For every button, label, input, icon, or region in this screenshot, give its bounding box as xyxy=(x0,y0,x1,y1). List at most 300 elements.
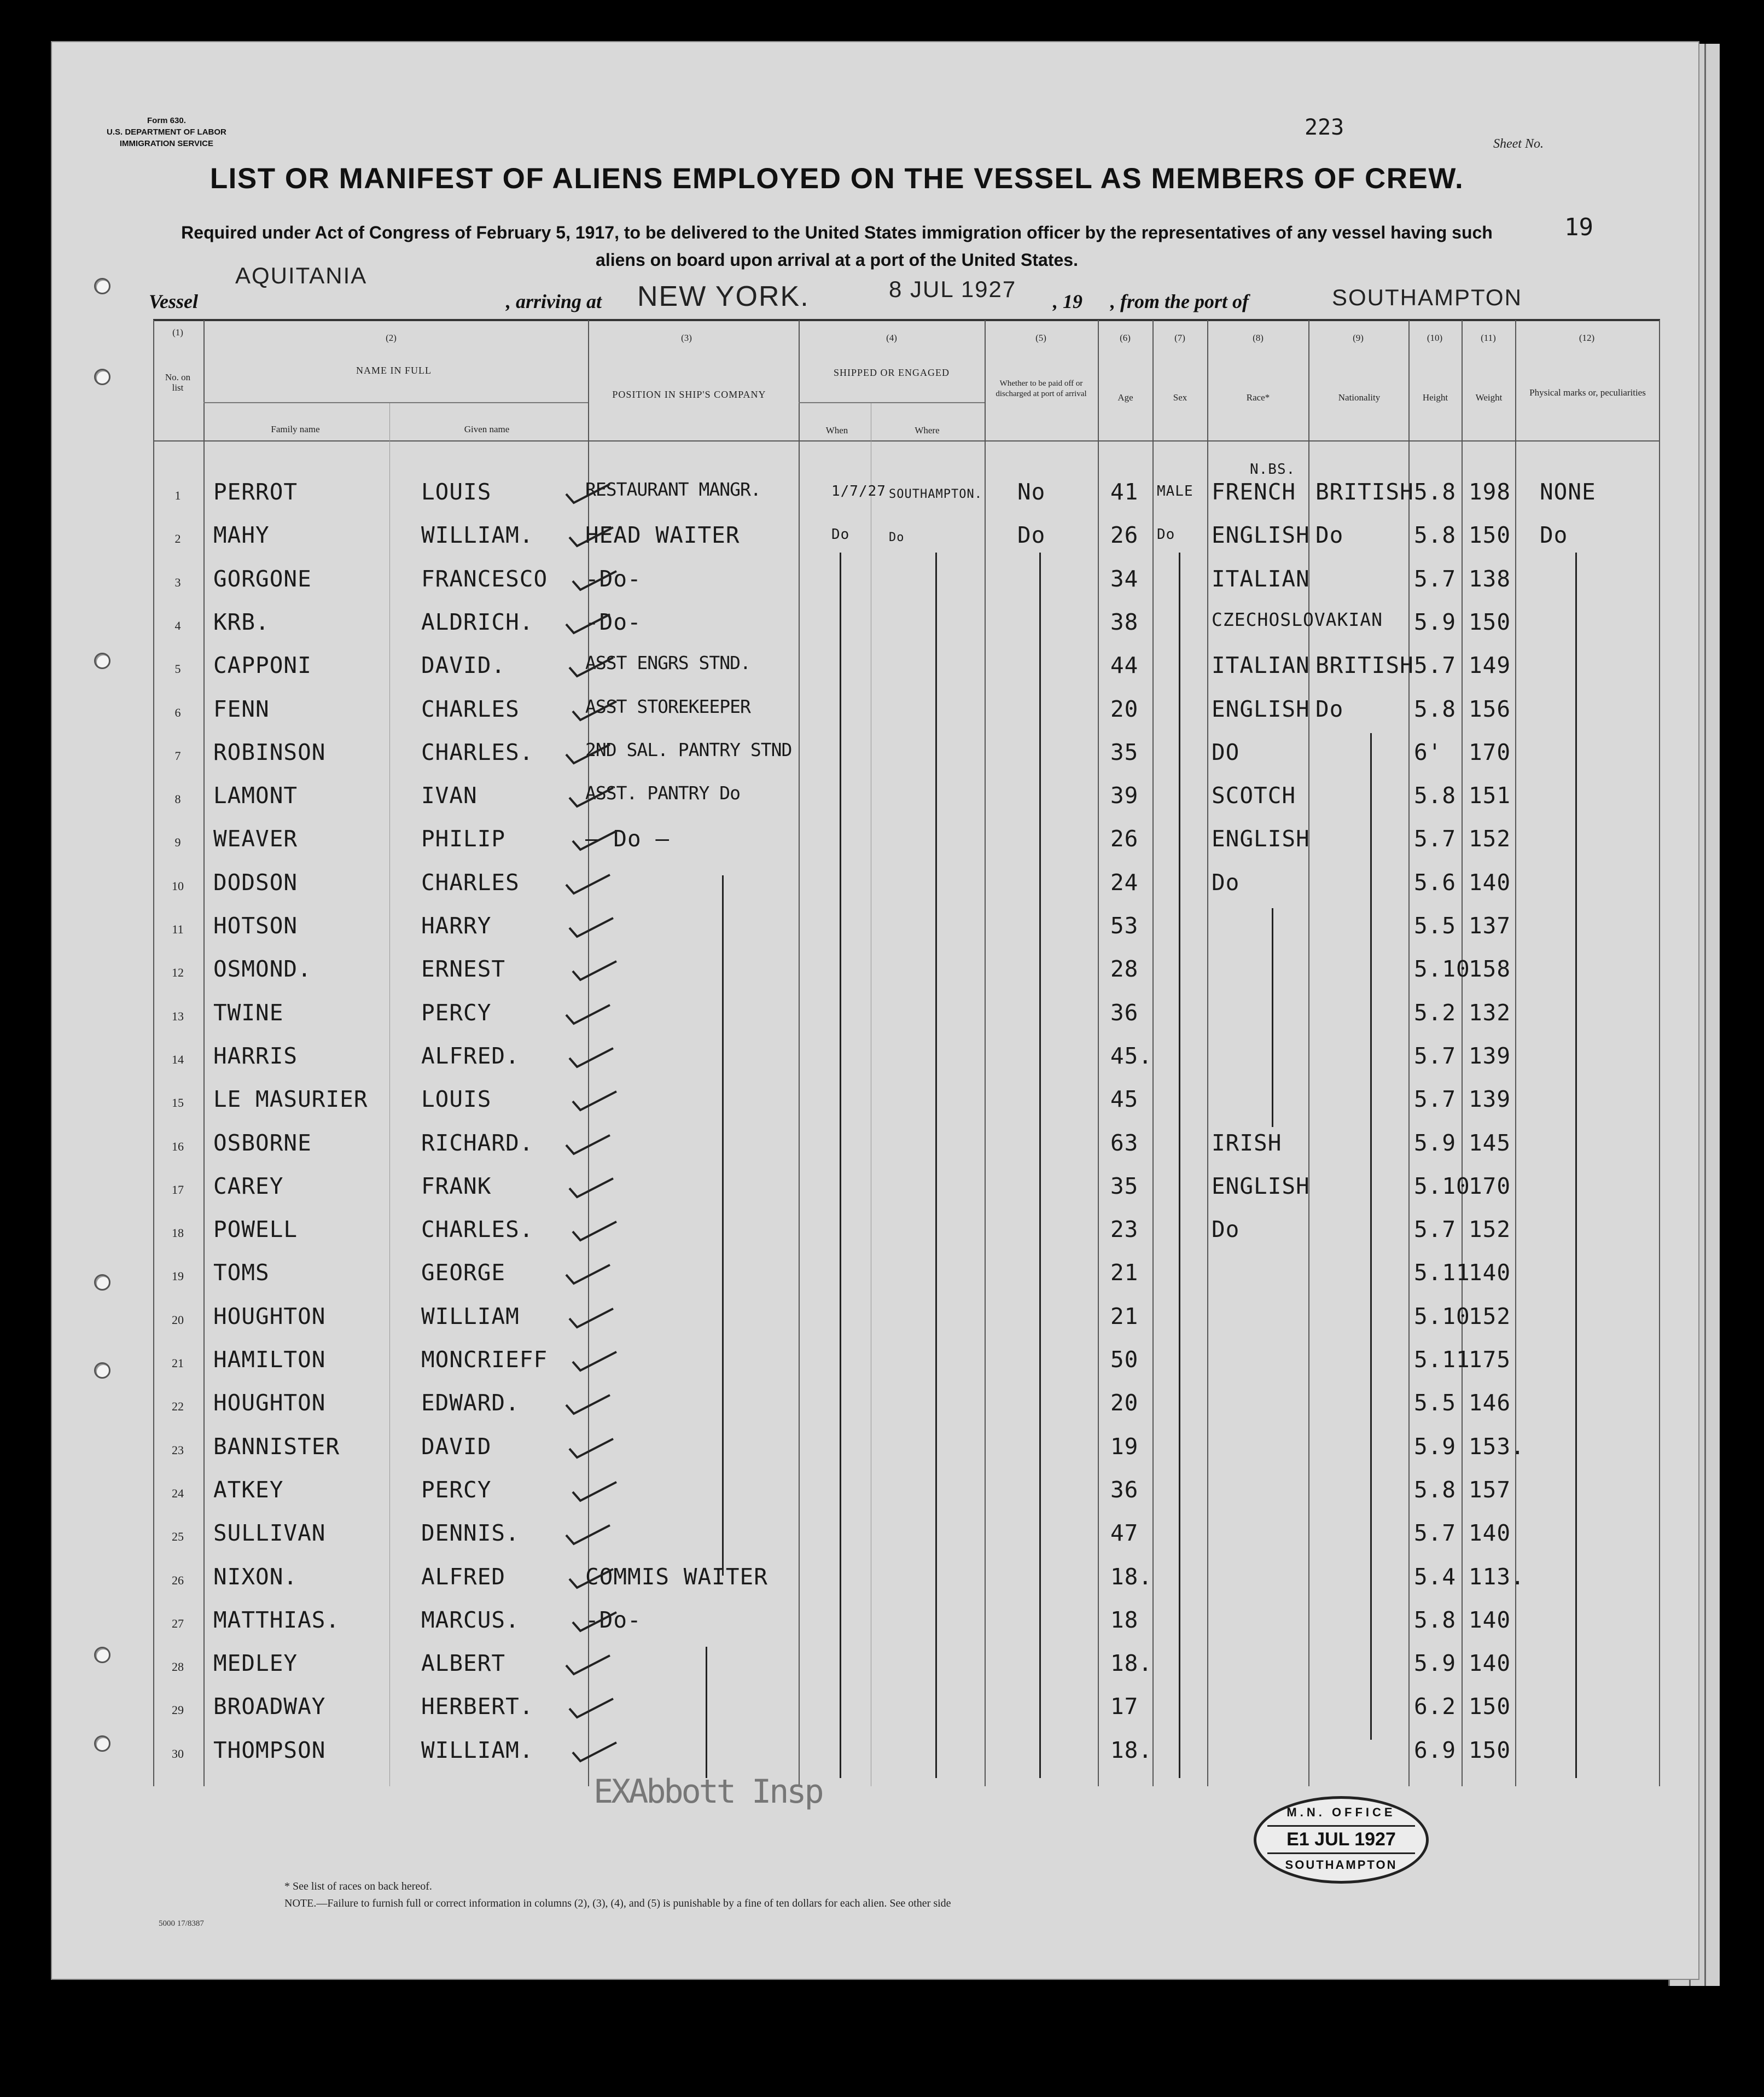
row-number: 27 xyxy=(172,1616,184,1630)
check-mark-icon xyxy=(573,831,598,844)
punch-hole xyxy=(94,1735,110,1752)
table-cell-race: ENGLISH xyxy=(1212,1172,1310,1199)
table-cell-height: 5.10 xyxy=(1414,1303,1470,1329)
sheet-number: 223 xyxy=(1305,115,1344,140)
table-cell-where: SOUTHAMPTON. xyxy=(889,487,982,501)
table-cell-family-name: FENN xyxy=(213,695,270,722)
table-cell-when: Do xyxy=(831,526,850,543)
col-number-3: (3) xyxy=(681,333,692,343)
table-cell-family-name: PERROT xyxy=(213,479,298,505)
table-cell-weight: 138 xyxy=(1469,565,1511,592)
check-mark-icon xyxy=(566,1005,591,1018)
table-cell-age: 36 xyxy=(1110,1476,1139,1503)
row-number: 24 xyxy=(172,1486,184,1500)
table-cell-height: 5.10 xyxy=(1414,956,1470,983)
table-cell-race: SCOTCH xyxy=(1212,782,1296,809)
inspector-signature: EXAbbott Insp xyxy=(593,1773,822,1811)
ditto-line xyxy=(706,1647,707,1778)
table-cell-weight: 152 xyxy=(1469,1303,1511,1329)
table-cell-age: 20 xyxy=(1110,695,1139,722)
table-cell-family-name: BROADWAY xyxy=(213,1693,326,1720)
table-cell-height: 5.10 xyxy=(1414,1172,1470,1199)
col-number-11: (11) xyxy=(1481,333,1496,343)
table-cell-age: 26 xyxy=(1110,522,1139,549)
table-cell-family-name: BANNISTER xyxy=(213,1433,340,1460)
table-cell-given-name: ERNEST xyxy=(421,956,506,983)
stamp-date: E1 JUL 1927 xyxy=(1267,1825,1415,1854)
table-cell-weight: 132 xyxy=(1469,999,1511,1026)
col-number-6: (6) xyxy=(1120,333,1131,343)
table-cell-nationality: Do xyxy=(1315,695,1344,722)
check-mark-icon xyxy=(566,875,591,888)
table-cell-weight: 156 xyxy=(1469,695,1511,722)
header-weight: Weight xyxy=(1475,392,1503,403)
table-cell-weight: 151 xyxy=(1469,782,1511,809)
table-cell-position: 2ND SAL. PANTRY STND xyxy=(585,739,792,760)
check-mark-icon xyxy=(566,1525,591,1538)
column-rule xyxy=(1207,320,1208,1786)
table-cell-weight: 150 xyxy=(1469,608,1511,635)
table-cell-family-name: MAHY xyxy=(213,522,270,549)
table-cell-height: 5.8 xyxy=(1414,1606,1457,1633)
check-mark-icon xyxy=(573,961,598,974)
table-cell-family-name: TWINE xyxy=(213,999,284,1026)
from-label: , from the port of xyxy=(1110,291,1249,312)
table-cell-given-name: DAVID. xyxy=(421,652,506,679)
table-cell-height: 5.9 xyxy=(1414,1129,1457,1156)
header-age: Age xyxy=(1117,392,1133,403)
table-cell-family-name: HOUGHTON xyxy=(213,1303,326,1329)
col-number-8: (8) xyxy=(1253,333,1264,343)
row-number: 28 xyxy=(172,1660,184,1674)
row-number: 25 xyxy=(172,1530,184,1544)
table-cell-family-name: HOUGHTON xyxy=(213,1390,326,1416)
row-number: 3 xyxy=(174,575,181,589)
table-cell-family-name: NIXON. xyxy=(213,1563,298,1590)
row-number: 22 xyxy=(172,1399,184,1414)
table-cell-given-name: ALFRED. xyxy=(421,1042,520,1069)
table-cell-height: 6' xyxy=(1414,739,1442,765)
row-number: 5 xyxy=(174,662,181,676)
check-mark-icon xyxy=(569,1699,595,1712)
table-cell-race: CZECHOSLOVAKIAN xyxy=(1212,608,1383,630)
department: U.S. DEPARTMENT OF LABOR xyxy=(107,127,226,137)
row-number: 4 xyxy=(174,618,181,632)
table-cell-race: DO xyxy=(1212,739,1240,765)
row-number: 8 xyxy=(174,792,181,806)
table-cell-weight: 140 xyxy=(1469,1259,1511,1286)
table-cell-position: RESTAURANT MANGR. xyxy=(585,479,761,500)
row-number: 18 xyxy=(172,1226,184,1240)
table-cell-family-name: OSMOND. xyxy=(213,956,312,983)
column-rule xyxy=(153,320,154,1786)
col-number-4: (4) xyxy=(886,333,897,343)
check-mark-icon xyxy=(566,1135,591,1148)
header-divider xyxy=(153,440,1660,442)
row-number: 2 xyxy=(174,532,181,546)
header-no-on-list: No. on list xyxy=(165,372,191,393)
check-mark-icon xyxy=(566,1655,591,1669)
table-cell-age: 18 xyxy=(1110,1606,1139,1633)
header-nationality: Nationality xyxy=(1338,392,1381,403)
table-cell-height: 5.8 xyxy=(1414,479,1457,505)
footnotes xyxy=(284,1878,951,1912)
ditto-line xyxy=(722,875,724,1576)
table-cell-given-name: HARRY xyxy=(421,913,492,939)
punch-hole xyxy=(94,653,110,669)
row-number: 21 xyxy=(172,1356,184,1370)
office-stamp xyxy=(1254,1796,1429,1884)
header-when: When xyxy=(825,425,848,435)
check-mark-icon xyxy=(573,571,598,584)
table-cell-height: 5.11 xyxy=(1414,1259,1470,1286)
table-cell-position: ASST STOREKEEPER xyxy=(585,695,750,717)
punch-hole xyxy=(94,1362,110,1379)
sub-header-rule xyxy=(203,402,588,403)
table-cell-age: 63 xyxy=(1110,1129,1139,1156)
table-cell-age: 35 xyxy=(1110,1172,1139,1199)
arrival-date: 8 JUL 1927 xyxy=(889,276,1017,302)
row-number: 9 xyxy=(174,835,181,850)
table-cell-age: 18. xyxy=(1110,1736,1153,1763)
check-mark-icon xyxy=(569,658,595,671)
table-cell-height: 5.8 xyxy=(1414,1476,1457,1503)
row-number: 6 xyxy=(174,705,181,719)
col-number-2: (2) xyxy=(386,333,397,343)
header-family-name: Family name xyxy=(271,424,320,434)
table-cell-family-name: POWELL xyxy=(213,1216,298,1243)
column-rule xyxy=(1152,320,1154,1786)
table-cell-given-name: RICHARD. xyxy=(421,1129,534,1156)
table-cell-weight: 150 xyxy=(1469,1736,1511,1763)
check-mark-icon xyxy=(569,1178,595,1192)
row-number: 1 xyxy=(174,489,181,502)
table-cell-race: ITALIAN xyxy=(1212,565,1310,592)
table-cell-family-name: ROBINSON xyxy=(213,739,326,765)
punch-hole xyxy=(94,1274,110,1291)
table-cell-position: HEAD WAITER xyxy=(585,522,740,549)
table-cell-family-name: CAREY xyxy=(213,1172,284,1199)
footnote-races: * See list of races on back hereof. xyxy=(284,1880,432,1892)
column-rule xyxy=(799,320,800,1786)
table-cell-weight: 146 xyxy=(1469,1390,1511,1416)
header-race: Race* xyxy=(1246,392,1270,403)
header-height: Height xyxy=(1422,392,1448,403)
table-cell-family-name: CAPPONI xyxy=(213,652,312,679)
column-rule xyxy=(203,320,205,1786)
table-cell-given-name: IVAN xyxy=(421,782,478,809)
row-number: 20 xyxy=(172,1312,184,1327)
table-cell-age: 50 xyxy=(1110,1346,1139,1373)
table-cell-height: 5.2 xyxy=(1414,999,1457,1026)
header-where: Where xyxy=(915,425,940,435)
row-number: 14 xyxy=(172,1052,184,1066)
check-mark-icon xyxy=(573,1222,598,1235)
col-number-9: (9) xyxy=(1353,333,1364,343)
table-cell-age: 35 xyxy=(1110,739,1139,765)
form-number: Form 630. xyxy=(147,116,186,125)
table-cell-family-name: MATTHIAS. xyxy=(213,1606,340,1633)
table-cell-height: 5.7 xyxy=(1414,1520,1457,1547)
check-mark-icon xyxy=(566,1265,591,1278)
column-rule xyxy=(985,320,986,1786)
table-cell-family-name: OSBORNE xyxy=(213,1129,312,1156)
column-rule xyxy=(1462,320,1463,1786)
arriving-label: , arriving at xyxy=(506,291,602,312)
table-cell-height: 5.9 xyxy=(1414,1433,1457,1460)
check-mark-icon xyxy=(566,745,591,758)
col-number-10: (10) xyxy=(1427,333,1443,343)
table-cell-height: 6.2 xyxy=(1414,1693,1457,1720)
row-number: 23 xyxy=(172,1443,184,1457)
punch-hole xyxy=(94,1647,110,1663)
table-cell-weight: 140 xyxy=(1469,1606,1511,1633)
footnote-penalty: NOTE.—Failure to furnish full or correct information in columns (2), (3), (4), and (5) is punishable by a fine of ten dollars for each alien. See other side xyxy=(284,1897,951,1909)
row-number: 30 xyxy=(172,1746,184,1761)
table-cell-nationality: Do xyxy=(1315,522,1344,549)
header-sex: Sex xyxy=(1173,392,1187,403)
table-cell-given-name: CHARLES xyxy=(421,695,520,722)
col-number-1: (1) xyxy=(172,327,183,338)
subtitle-line-2: aliens on board upon arrival at a port of the United States. xyxy=(596,250,1078,270)
table-cell-given-name: DAVID xyxy=(421,1433,492,1460)
table-cell-given-name: CHARLES xyxy=(421,869,520,896)
table-cell-given-name: WILLIAM. xyxy=(421,1736,534,1763)
table-cell-age: 21 xyxy=(1110,1303,1139,1329)
table-cell-given-name: ALDRICH. xyxy=(421,608,534,635)
column-rule xyxy=(1659,320,1660,1786)
header-physical-marks: Physical marks or, peculiarities xyxy=(1529,387,1646,398)
table-cell-physical-marks: Do xyxy=(1540,522,1568,549)
table-cell-weight: 152 xyxy=(1469,826,1511,852)
table-cell-race: Do xyxy=(1212,869,1240,896)
table-cell-age: 47 xyxy=(1110,1520,1139,1547)
check-mark-icon xyxy=(569,788,595,801)
table-cell-weight: 113. xyxy=(1469,1563,1525,1590)
table-cell-given-name: FRANCESCO xyxy=(421,565,548,592)
table-cell-height: 5.7 xyxy=(1414,1216,1457,1243)
table-cell-height: 5.8 xyxy=(1414,782,1457,809)
table-cell-age: 28 xyxy=(1110,956,1139,983)
table-cell-weight: 152 xyxy=(1469,1216,1511,1243)
table-cell-weight: 198 xyxy=(1469,479,1511,505)
table-cell-paid-off: Do xyxy=(1017,522,1046,549)
form-info xyxy=(107,115,226,149)
table-cell-race: ENGLISH xyxy=(1212,826,1310,852)
table-cell-weight: 150 xyxy=(1469,1693,1511,1720)
check-mark-icon xyxy=(573,1482,598,1495)
table-cell-age: 23 xyxy=(1110,1216,1139,1243)
row-number: 11 xyxy=(172,922,184,936)
check-mark-icon xyxy=(569,918,595,931)
ditto-line xyxy=(1039,553,1041,1778)
table-cell-age: 20 xyxy=(1110,1390,1139,1416)
row-number: 13 xyxy=(172,1009,184,1023)
check-mark-icon xyxy=(566,614,591,628)
check-mark-icon xyxy=(573,1742,598,1756)
table-cell-age: 45 xyxy=(1110,1086,1139,1113)
table-cell-age: 21 xyxy=(1110,1259,1139,1286)
header-name-in-full: NAME IN FULL xyxy=(356,365,432,376)
table-cell-height: 5.4 xyxy=(1414,1563,1457,1590)
table-cell-family-name: KRB. xyxy=(213,608,270,635)
table-cell-weight: 140 xyxy=(1469,1520,1511,1547)
table-cell-weight: 153. xyxy=(1469,1433,1525,1460)
col-number-7: (7) xyxy=(1174,333,1185,343)
table-cell-given-name: CHARLES. xyxy=(421,739,534,765)
table-cell-family-name: WEAVER xyxy=(213,826,298,852)
header-given-name: Given name xyxy=(464,424,510,434)
table-cell-height: 5.5 xyxy=(1414,1390,1457,1416)
table-cell-family-name: HAMILTON xyxy=(213,1346,326,1373)
table-cell-height: 5.7 xyxy=(1414,826,1457,852)
vessel-name: AQUITANIA xyxy=(235,263,368,288)
table-cell-family-name: HOTSON xyxy=(213,913,298,939)
table-cell-given-name: PERCY xyxy=(421,1476,492,1503)
table-cell-given-name: GEORGE xyxy=(421,1259,506,1286)
table-cell-age: 26 xyxy=(1110,826,1139,852)
ditto-line xyxy=(840,553,841,1778)
table-cell-weight: 140 xyxy=(1469,869,1511,896)
table-cell-weight: 139 xyxy=(1469,1086,1511,1113)
col-number-5: (5) xyxy=(1035,333,1046,343)
header-whether-paid: Whether to be paid off or discharged at port of arrival xyxy=(995,379,1087,398)
row-number: 26 xyxy=(172,1573,184,1587)
ditto-line xyxy=(1272,908,1273,1127)
column-rule xyxy=(1098,320,1099,1786)
table-cell-age: 18. xyxy=(1110,1650,1153,1677)
table-cell-weight: 145 xyxy=(1469,1129,1511,1156)
table-cell-when: 1/7/27 xyxy=(831,483,886,499)
punch-hole xyxy=(94,369,110,385)
table-cell-position: ASST ENGRS STND. xyxy=(585,652,750,674)
service: IMMIGRATION SERVICE xyxy=(119,139,213,148)
table-cell-weight: 139 xyxy=(1469,1042,1511,1069)
vessel-label: Vessel xyxy=(149,291,198,312)
table-cell-given-name: CHARLES. xyxy=(421,1216,534,1243)
table-cell-race: ITALIAN xyxy=(1212,652,1310,679)
table-cell-height: 5.9 xyxy=(1414,1650,1457,1677)
header-position: POSITION IN SHIP'S COMPANY xyxy=(612,389,766,400)
check-mark-icon xyxy=(569,1569,595,1582)
table-cell-age: 34 xyxy=(1110,565,1139,592)
col-number-12: (12) xyxy=(1579,333,1595,343)
table-cell-given-name: MONCRIEFF xyxy=(421,1346,548,1373)
table-top-border xyxy=(153,319,1660,321)
from-port: SOUTHAMPTON xyxy=(1332,284,1522,310)
table-cell-weight: 157 xyxy=(1469,1476,1511,1503)
check-mark-icon xyxy=(566,1395,591,1408)
row-number: 19 xyxy=(172,1269,184,1283)
table-cell-position: — Do — xyxy=(585,826,670,852)
table-cell-weight: 158 xyxy=(1469,956,1511,983)
year-label: , 19 xyxy=(1053,291,1082,312)
check-mark-icon xyxy=(573,1352,598,1365)
table-cell-race: FRENCH xyxy=(1212,479,1296,505)
table-cell-paid-off: No xyxy=(1017,479,1046,505)
arriving-port: NEW YORK. xyxy=(637,281,810,312)
table-cell-race: Do xyxy=(1212,1216,1240,1243)
table-cell-given-name: FRANK xyxy=(421,1172,492,1199)
column-rule xyxy=(389,402,390,1786)
table-cell-given-name: ALFRED xyxy=(421,1563,506,1590)
document-title: LIST OR MANIFEST OF ALIENS EMPLOYED ON THE VESSEL AS MEMBERS OF CREW. xyxy=(209,162,1464,195)
table-cell-race: ENGLISH xyxy=(1212,695,1310,722)
row-number: 10 xyxy=(172,879,184,893)
check-mark-icon xyxy=(569,1439,595,1452)
table-cell-position: -Do- xyxy=(585,565,642,592)
table-cell-position: -Do- xyxy=(585,608,642,635)
stamp-bottom-text: SOUTHAMPTON xyxy=(1285,1858,1398,1872)
table-cell-weight: 150 xyxy=(1469,522,1511,549)
check-mark-icon xyxy=(566,484,591,497)
table-cell-height: 5.9 xyxy=(1414,608,1457,635)
table-cell-height: 6.9 xyxy=(1414,1736,1457,1763)
table-cell-age: 38 xyxy=(1110,608,1139,635)
table-cell-weight: 140 xyxy=(1469,1650,1511,1677)
row-number: 15 xyxy=(172,1096,184,1110)
header-shipped: SHIPPED OR ENGAGED xyxy=(833,367,950,378)
table-cell-height: 5.8 xyxy=(1414,695,1457,722)
table-cell-position: COMMIS WAITER xyxy=(585,1563,768,1590)
subtitle-mark: 19 xyxy=(1564,213,1593,241)
table-cell-given-name: MARCUS. xyxy=(421,1606,520,1633)
check-mark-icon xyxy=(573,1091,598,1105)
ditto-line xyxy=(1179,553,1180,1778)
punch-hole xyxy=(94,278,110,294)
row-number: 7 xyxy=(174,748,181,763)
table-cell-family-name: ATKEY xyxy=(213,1476,284,1503)
table-cell-height: 5.7 xyxy=(1414,1086,1457,1113)
table-cell-given-name: EDWARD. xyxy=(421,1390,520,1416)
row-number: 29 xyxy=(172,1703,184,1717)
row-number: 17 xyxy=(172,1182,184,1196)
table-cell-given-name: LOUIS xyxy=(421,479,492,505)
table-cell-age: 53 xyxy=(1110,913,1139,939)
table-cell-given-name: WILLIAM. xyxy=(421,522,534,549)
table-cell-nationality: BRITISH xyxy=(1315,479,1414,505)
table-cell-age: 36 xyxy=(1110,999,1139,1026)
ditto-line xyxy=(935,553,937,1778)
table-cell-age: 41 xyxy=(1110,479,1139,505)
table-cell-where: Do xyxy=(889,531,905,545)
table-cell-sex: Do xyxy=(1157,526,1175,543)
table-cell-family-name: MEDLEY xyxy=(213,1650,298,1677)
table-cell-age: 18. xyxy=(1110,1563,1153,1590)
check-mark-icon xyxy=(573,701,598,715)
table-cell-given-name: LOUIS xyxy=(421,1086,492,1113)
table-cell-weight: 137 xyxy=(1469,913,1511,939)
table-cell-age: 45. xyxy=(1110,1042,1153,1069)
table-cell-family-name: SULLIVAN xyxy=(213,1520,326,1547)
table-cell-given-name: ALBERT xyxy=(421,1650,506,1677)
table-cell-height: 5.6 xyxy=(1414,869,1457,896)
table-cell-height: 5.11 xyxy=(1414,1346,1470,1373)
table-cell-age: 44 xyxy=(1110,652,1139,679)
table-cell-age: 19 xyxy=(1110,1433,1139,1460)
table-cell-weight: 175 xyxy=(1469,1346,1511,1373)
table-cell-family-name: TOMS xyxy=(213,1259,270,1286)
table-cell-race: ENGLISH xyxy=(1212,522,1310,549)
table-cell-position: ASST. PANTRY Do xyxy=(585,782,741,804)
row-number: 12 xyxy=(172,966,184,980)
table-cell-family-name: LAMONT xyxy=(213,782,298,809)
table-cell-nationality: BRITISH xyxy=(1315,652,1414,679)
table-cell-height: 5.7 xyxy=(1414,1042,1457,1069)
check-mark-icon xyxy=(569,1048,595,1061)
table-cell-given-name: PERCY xyxy=(421,999,492,1026)
table-cell-age: 17 xyxy=(1110,1693,1139,1720)
